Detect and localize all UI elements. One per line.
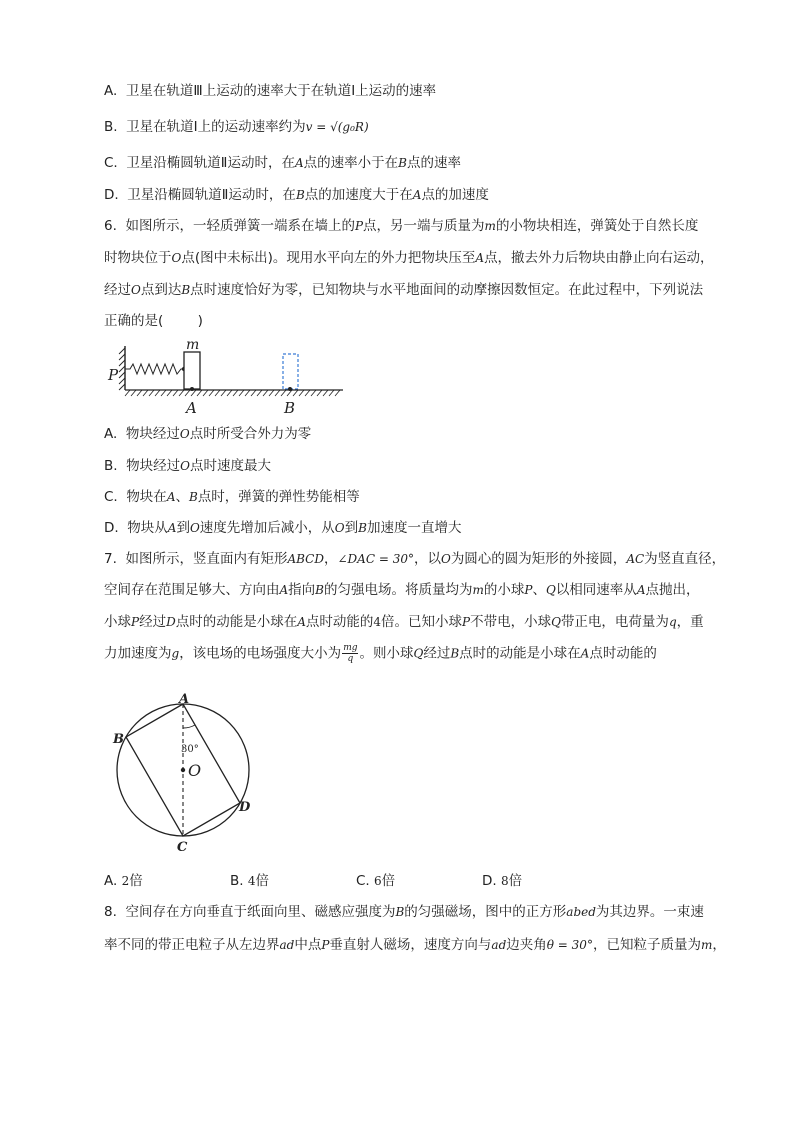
label-30deg: 30°: [181, 744, 199, 755]
label-A: A: [179, 692, 190, 707]
q7-stem-line-3: 小球P经过D点时的动能是小球在A点时动能的4倍。已知小球P不带电，小球Q带正电，电荷量为q，重: [104, 614, 704, 630]
label-B: B: [113, 732, 124, 747]
q7-option-c: C. 6倍: [356, 873, 396, 889]
label-C: C: [177, 840, 188, 855]
q7-stem-line-1: 7. 如图所示，竖直面内有矩形ABCD，∠DAC = 30°，以O为圆心的圆为矩形的外接圆，AC为竖直直径，: [104, 551, 726, 567]
q6-stem-line-2: 时物块位于O点(图中未标出)。现用水平向左的外力把物块压至A点，撤去外力后物块由静止向右运动，: [104, 250, 714, 266]
q6-stem-line-3: 经过O点到达B点时速度恰好为零，已知物块与水平地面间的动摩擦因数恒定。在此过程中，下列说法: [104, 282, 704, 298]
q5-option-b: B. 卫星在轨道Ⅰ上的运动速率约为v = √(g₀R): [104, 119, 369, 135]
fraction-mg-over-q: $\frac{mg}{q}$: [343, 643, 358, 664]
q8-stem-line-1: 8. 空间存在方向垂直于纸面向里、磁感应强度为B的匀强磁场，图中的正方形abed为其边界。一束速: [104, 904, 704, 920]
q6-option-d: D. 物块从A到O速度先增加后减小，从O到B加速度一直增大: [104, 520, 462, 536]
formula-v-sqrt-g0R: v = √(g₀R): [305, 120, 369, 134]
circle-rectangle-figure: [105, 690, 265, 860]
label-D: D: [239, 800, 251, 815]
q6-stem-line-4: 正确的是( ): [104, 313, 203, 329]
q7-stem-line-4: 力加速度为g，该电场的电场强度大小为 $\frac{mg}{q}$ 。则小球Q经过B点时的动能是小球在A点时动能的: [104, 643, 657, 664]
label-P: P: [108, 366, 119, 384]
q6-option-a: A. 物块经过O点时所受合外力为零: [104, 426, 312, 442]
q6-option-b: B. 物块经过O点时速度最大: [104, 458, 271, 474]
q5-option-c: C. 卫星沿椭圆轨道Ⅱ运动时，在A点的速率小于在B点的速率: [104, 155, 461, 171]
q7-stem-line-2: 空间存在范围足够大、方向由A指向B的匀强电场。将质量均为m的小球P、Q以相同速率从A点抛出，: [104, 582, 700, 598]
label-A: A: [186, 399, 197, 417]
q7-option-b: B. 4倍: [230, 873, 269, 889]
q6-option-c: C. 物块在A、B点时，弹簧的弹性势能相等: [104, 489, 360, 505]
label-B: B: [284, 399, 296, 417]
q6-stem-line-1: 6. 如图所示，一轻质弹簧一端系在墙上的P点，另一端与质量为m的小物块相连，弹簧处于自然长度: [104, 218, 699, 234]
q5-option-a: A. 卫星在轨道Ⅲ上运动的速率大于在轨道Ⅰ上运动的速率: [104, 83, 437, 99]
q8-stem-line-2: 率不同的带正电粒子从左边界ad中点P垂直射人磁场，速度方向与ad边夹角θ = 30°，已知粒子质量为m，: [104, 937, 726, 953]
spring-block-figure: [100, 338, 360, 418]
label-m: m: [186, 338, 200, 353]
label-O: O: [188, 761, 202, 780]
q7-option-d: D. 8倍: [482, 873, 523, 889]
q7-option-a: A. 2倍: [104, 873, 143, 889]
q5-option-d: D. 卫星沿椭圆轨道Ⅱ运动时，在B点的加速度大于在A点的加速度: [104, 187, 489, 203]
